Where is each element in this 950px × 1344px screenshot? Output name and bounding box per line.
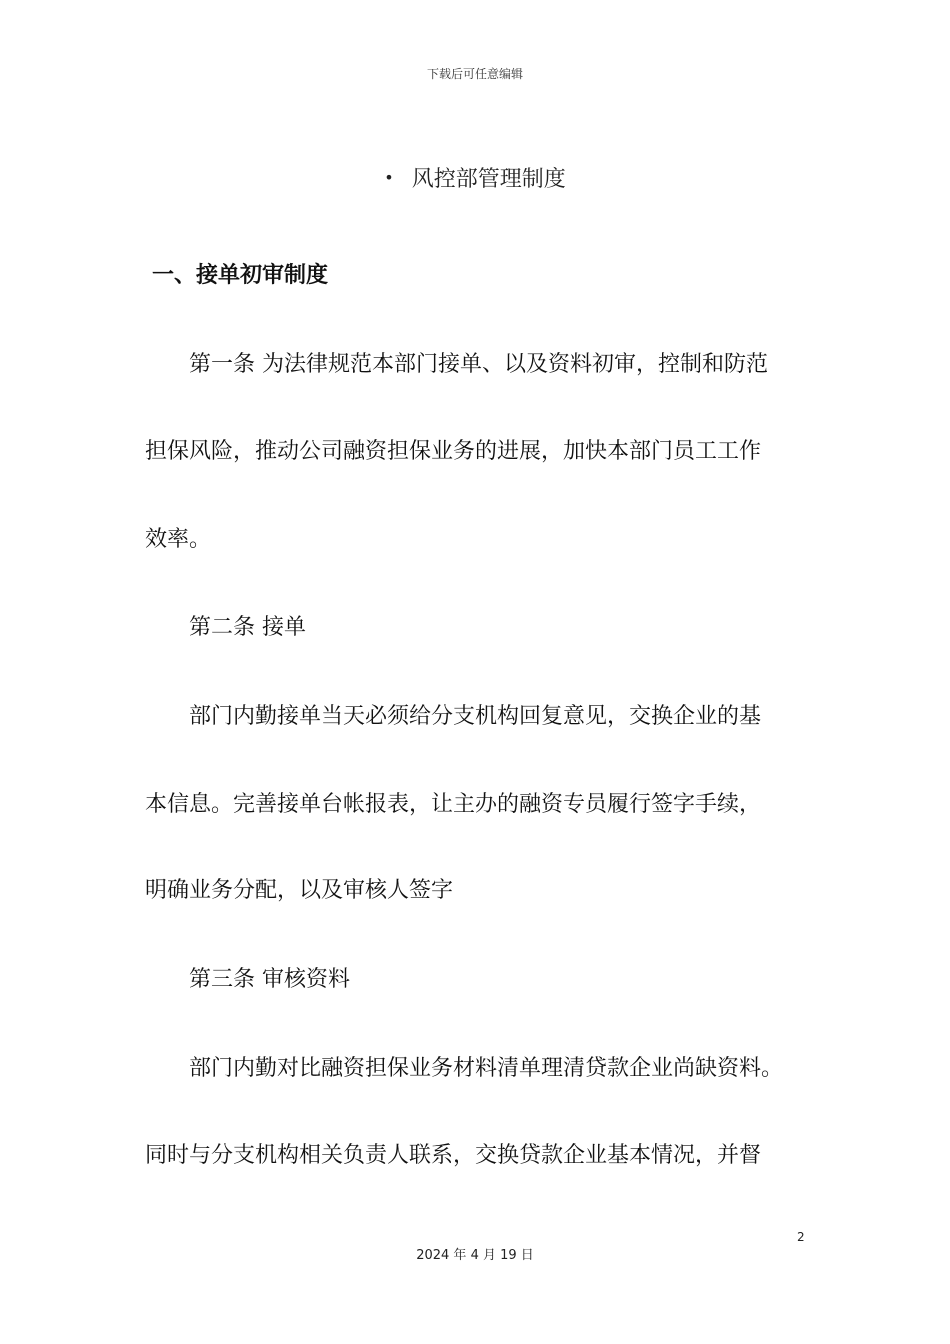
header-note: 下载后可任意编辑 <box>426 67 523 81</box>
document-title-row <box>0 164 950 196</box>
article-heading: 第三条 审核资料 <box>189 967 350 992</box>
document-title: 风控部管理制度 <box>411 167 566 192</box>
paragraph-line: 本信息。完善接单台帐报表，让主办的融资专员履行签字手续， <box>145 792 762 817</box>
section-heading: 一、接单初审制度 <box>152 263 329 288</box>
paragraph-line: 部门内勤接单当天必须给分支机构回复意见，交换企业的基 <box>189 704 762 729</box>
footer-date: 2024 年 4 月 19 日 <box>416 1248 534 1263</box>
paragraph-line: 第一条 为法律规范本部门接单、以及资料初审，控制和防范 <box>189 352 768 377</box>
paragraph-line: 效率。 <box>145 527 212 552</box>
paragraph-line: 担保风险，推动公司融资担保业务的进展，加快本部门员工工作 <box>145 439 762 464</box>
bullet-icon: • <box>384 168 394 187</box>
paragraph-line: 同时与分支机构相关负责人联系，交换贷款企业基本情况，并督 <box>145 1143 762 1168</box>
article-heading: 第二条 接单 <box>189 615 306 640</box>
paragraph-line: 明确业务分配，以及审核人签字 <box>145 878 454 903</box>
paragraph-line: 部门内勤对比融资担保业务材料清单理清贷款企业尚缺资料。 <box>189 1056 784 1081</box>
page-number: 2 <box>797 1230 805 1244</box>
